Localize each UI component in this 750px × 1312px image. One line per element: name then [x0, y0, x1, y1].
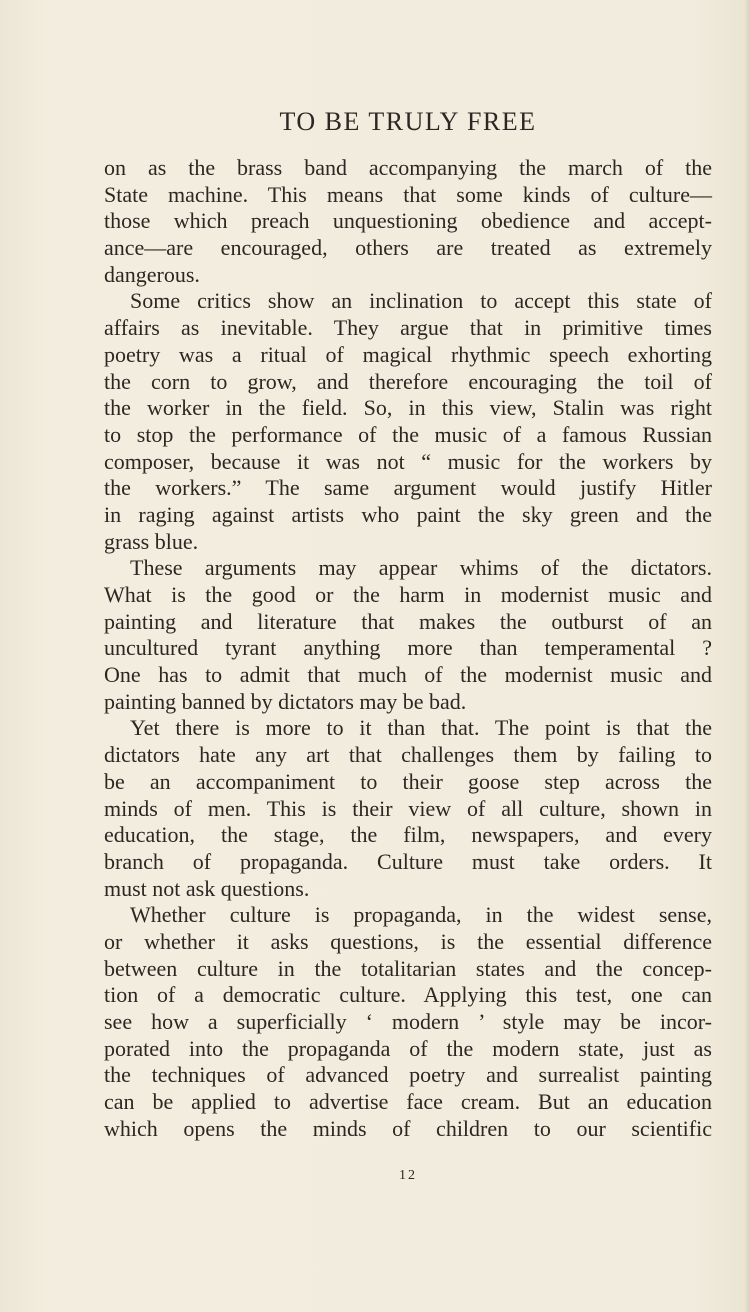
text-line: ance—are encouraged, others are treated as extremely — [104, 235, 712, 261]
text-line: be an accompaniment to their goose step across the — [104, 768, 712, 794]
text-line: to stop the performance of the music of a famous Russian — [104, 421, 712, 447]
text-line: or whether it asks questions, is the essential difference — [104, 928, 712, 954]
text-line: poetry was a ritual of magical rhythmic speech exhorting — [104, 341, 712, 367]
running-head: TO BE TRULY FREE — [279, 107, 537, 136]
text-line: on as the brass band accompanying the march of the — [104, 155, 712, 180]
text-line: painting and literature that makes the outburst of an — [104, 608, 712, 634]
paragraph — [104, 715, 712, 902]
text-line: those which preach unquestioning obedience and accept- — [104, 208, 712, 234]
text-line: the corn to grow, and therefore encouraging the toil of — [104, 368, 712, 394]
text-line: minds of men. This is their view of all culture, shown in — [104, 795, 712, 821]
text-line: Yet there is more to it than that. The point is that the — [130, 715, 712, 741]
page-edge-shadow — [744, 0, 750, 1312]
text-line: Whether culture is propaganda, in the widest sense, — [130, 902, 712, 928]
text-line: the workers.” The same argument would justify Hitler — [104, 475, 712, 501]
text-line: the techniques of advanced poetry and surrealist painting — [104, 1062, 712, 1088]
text-line: branch of propaganda. Culture must take orders. It — [104, 848, 712, 874]
text-line: grass blue. — [104, 528, 199, 554]
text-line: between culture in the totalitarian states and the concep- — [104, 955, 712, 981]
text-line: affairs as inevitable. They argue that in primitive times — [104, 315, 712, 341]
text-line: in raging against artists who paint the sky green and the — [104, 501, 712, 527]
paragraph — [104, 155, 712, 288]
text-line: State machine. This means that some kinds of culture— — [104, 181, 712, 207]
text-line: the worker in the field. So, in this view, Stalin was right — [104, 395, 712, 421]
body-text — [104, 155, 712, 1142]
text-line: can be applied to advertise face cream. But an education — [104, 1089, 712, 1115]
text-line: painting banned by dictators may be bad. — [104, 688, 467, 714]
page-number: 12 — [399, 1168, 417, 1183]
text-line: dangerous. — [104, 261, 200, 287]
paragraph — [104, 288, 712, 555]
text-line: uncultured tyrant anything more than temperamental ? — [104, 635, 712, 661]
text-line: These arguments may appear whims of the dictators. — [130, 555, 712, 581]
text-line: dictators hate any art that challenges them by failing to — [104, 742, 712, 768]
text-line: tion of a democratic culture. Applying this test, one can — [104, 982, 712, 1008]
text-line: What is the good or the harm in modernist music and — [104, 582, 712, 607]
text-line: Some critics show an inclination to accept this state of — [130, 288, 712, 314]
text-line: see how a superficially ‘ modern ’ style may be incor- — [104, 1009, 712, 1034]
paragraph — [104, 555, 712, 715]
text-line: which opens the minds of children to our scientific — [104, 1115, 712, 1141]
text-line: porated into the propaganda of the modern state, just as — [104, 1035, 712, 1061]
text-line: education, the stage, the film, newspapers, and every — [104, 822, 712, 848]
text-line: must not ask questions. — [104, 875, 310, 901]
text-line: One has to admit that much of the modernist music and — [104, 662, 712, 688]
text-line: composer, because it was not “ music for the workers by — [104, 448, 712, 474]
paragraph — [104, 902, 712, 1142]
